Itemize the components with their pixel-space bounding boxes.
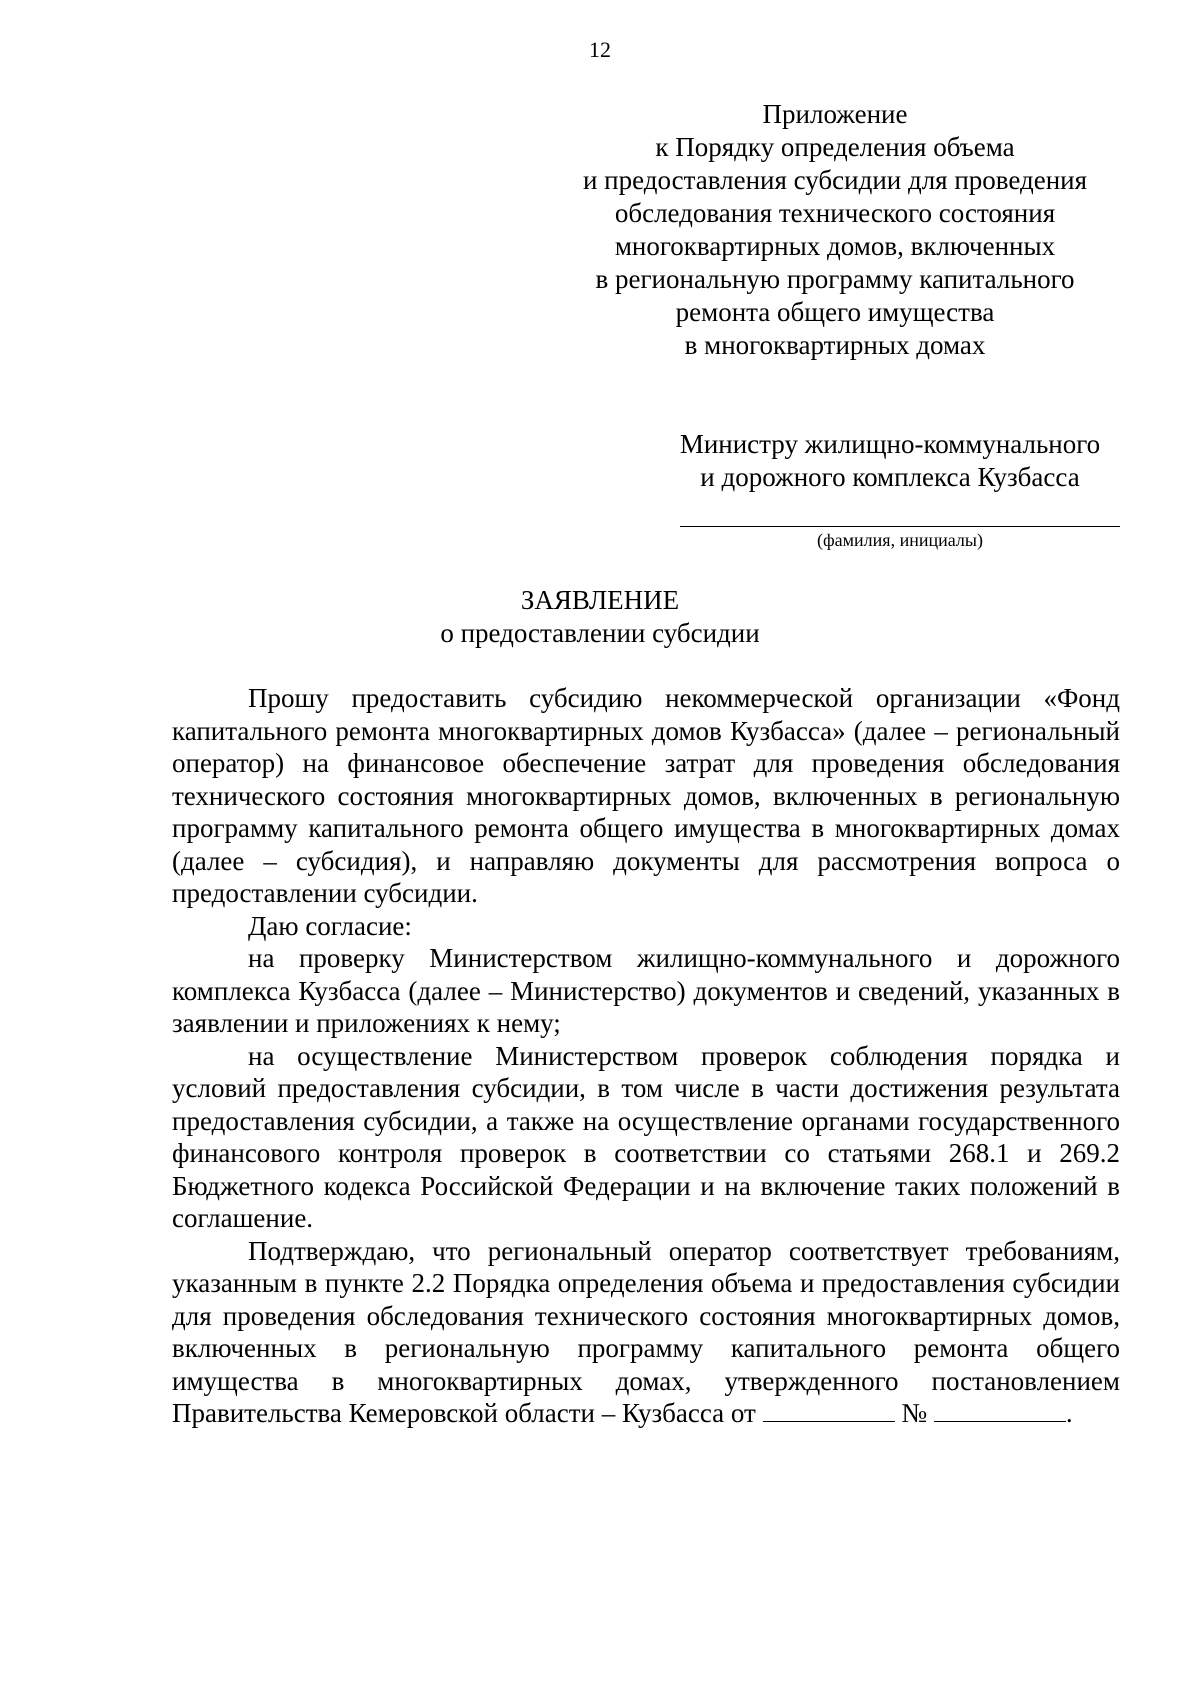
body-paragraph-final (172, 1235, 1120, 1430)
appendix-line: ремонта общего имущества (675, 297, 995, 327)
addressee-line: Министру жилищно-коммунального (679, 429, 1101, 459)
body-paragraph: на осуществление Министерством проверок соблюдения порядка и условий предоставления субсидии, в том числе в части достижения результата предоставления субсидии, а также на осуществление органами государственного финансового контроля проверок в соответствии со статьями 268.1 и 269.2 Бюджетного кодекса Российской Федерации и на включение таких положений в соглашение. (172, 1040, 1120, 1233)
body-paragraph: Даю согласие: (248, 910, 412, 941)
appendix-line: к Порядку определения объема (655, 132, 1015, 162)
application-body (172, 682, 1120, 1430)
appendix-line: многоквартирных домов, включенных (614, 231, 1056, 261)
body-paragraph: Прошу предоставить субсидию некоммерческой организации «Фонд капитального ремонта многоквартирных домов Кузбасса» (далее – региональный оператор) на финансовое обеспечение затрат для проведения обследования технического состояния многоквартирных домов, включенных в региональную программу капитального ремонта общего имущества в многоквартирных домах (далее – субсидия), и направляю документы для рассмотрения вопроса о предоставлении субсидии. (172, 683, 1120, 908)
addressee-line: и дорожного комплекса Кузбасса (700, 462, 1080, 492)
final-period: . (1065, 1398, 1073, 1428)
number-blank (934, 1399, 1066, 1422)
appendix-line: Приложение (762, 99, 908, 129)
addressee-block (660, 428, 1120, 494)
date-blank (763, 1399, 895, 1422)
document-heading (0, 584, 1200, 650)
page-number: 12 (589, 37, 611, 62)
appendix-line: в многоквартирных домах (684, 330, 986, 360)
appendix-line: обследования технического состояния (614, 198, 1056, 228)
number-sign: № (901, 1398, 928, 1428)
addressee-fill-line (680, 526, 1120, 527)
document-title: ЗАЯВЛЕНИЕ (520, 585, 680, 615)
appendix-line: в региональную программу капитального (595, 264, 1075, 294)
final-paragraph-text: Подтверждаю, что региональный оператор соответствует требованиям, указанным в пункте 2.2 Порядка определения объема и предоставления субсидии для проведения обследования технического состояния многоквартирных домов, включенных в региональную программу капитального ремонта общего имущества в многоквартирных домах, утвержденного постановлением Правительства Кемеровской области – Кузбасса от (172, 1235, 1120, 1428)
body-paragraph: на проверку Министерством жилищно-коммунального и дорожного комплекса Кузбасса (далее – Министерство) документов и сведений, указанных в заявлении и приложениях к нему; (172, 943, 1120, 1038)
document-subtitle: о предоставлении субсидии (440, 618, 760, 648)
addressee-fill-caption: (фамилия, инициалы) (817, 530, 983, 550)
appendix-block (560, 98, 1110, 362)
appendix-line: и предоставления субсидии для проведения (582, 165, 1088, 195)
